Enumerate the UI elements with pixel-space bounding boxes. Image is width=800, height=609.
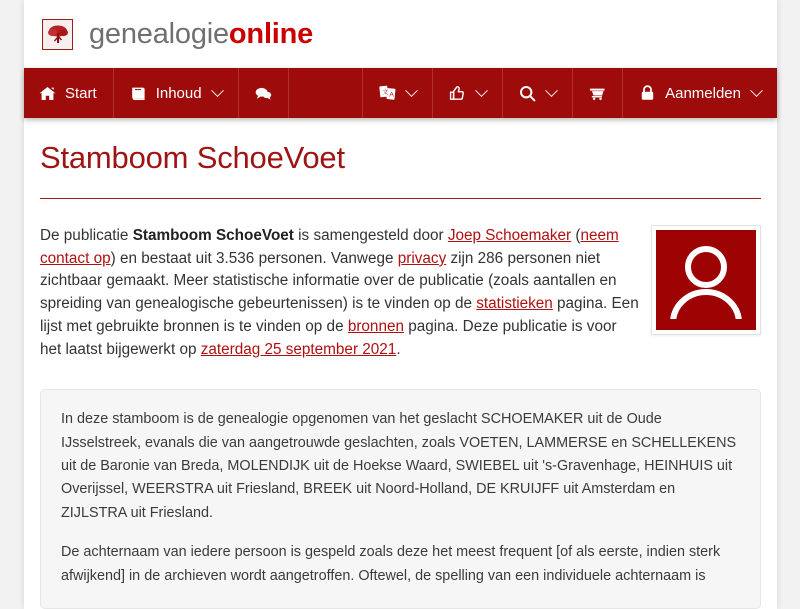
nav-item-messages[interactable]	[239, 68, 289, 118]
page-container	[24, 0, 777, 609]
publication-description-panel	[40, 389, 761, 609]
chevron-down-icon	[405, 84, 418, 97]
home-icon	[39, 85, 56, 102]
thumbs-up-icon	[449, 85, 466, 102]
description-paragraph-2: De achternaam van iedere persoon is gespeld zoals deze het meest frequent [of als eerste, indien sterk afwijkend] in de archieven wordt aangetroffen. Oftewel, de spelling van een individuele achternaam is	[61, 544, 721, 584]
svg-text:A: A	[389, 91, 394, 99]
search-icon	[519, 85, 536, 102]
comment-icon	[255, 85, 272, 102]
nav-label-inhoud: Inhoud	[155, 84, 202, 102]
chevron-down-icon	[211, 84, 224, 97]
shopping-cart-icon	[589, 85, 606, 102]
chevron-down-icon	[750, 84, 763, 97]
translate-icon	[379, 85, 396, 102]
publication-summary-text	[40, 225, 639, 361]
nav-item-aanmelden[interactable]	[623, 68, 777, 118]
main-content	[24, 199, 777, 609]
avatar-frame[interactable]	[651, 225, 761, 335]
main-navigation	[24, 68, 777, 118]
intro-text-8: .	[396, 340, 401, 358]
intro-text-5: zijn 286 personen niet zichtbaar gemaakt. Meer statistische informatie over de publicatie (zoals aantallen en spreiding van genealogische gebeurtenissen) is te vinden op de	[40, 249, 617, 313]
logo-text-primary: genealogie	[89, 17, 229, 50]
nav-item-cart[interactable]	[573, 68, 623, 118]
nav-item-search[interactable]	[503, 68, 573, 118]
nav-item-start[interactable]	[24, 68, 114, 118]
book-icon	[130, 85, 147, 102]
contact-link[interactable]: neem contact op	[40, 227, 619, 267]
tree-icon[interactable]	[42, 19, 73, 50]
page-title: Stamboom SchoeVoet	[40, 140, 345, 175]
nav-item-favorites[interactable]	[433, 68, 503, 118]
privacy-link[interactable]: privacy	[397, 249, 447, 267]
description-paragraph-1: In deze stamboom is de genealogie opgenomen van het geslacht SCHOEMAKER uit de Oude IJsselstreek, evanals die van aangetrouwde geslachten, zoals VOETEN, LAMMERSE en SCHELLEKENS uit de Baronie van Breda, MOLENDIJK uit de Hoekse Waard, SWIEBEL uit 's-Gravenhage, HEINHUIS uit Overijssel, WEERSTRA uit Friesland, BREEK uit Noord-Holland, DE KRUIJFF uit Amsterdam en ZIJLSTRA uit Friesland.	[61, 411, 737, 521]
author-link[interactable]: Joep Schoemaker	[447, 227, 572, 244]
nav-label-aanmelden: Aanmelden	[665, 84, 741, 102]
lock-icon	[639, 85, 656, 102]
intro-text-1: De publicatie	[40, 227, 133, 244]
intro-text-3: (	[571, 227, 581, 244]
logo-text-accent: online	[228, 17, 314, 50]
chevron-down-icon	[475, 84, 488, 97]
intro-text-7: pagina. Deze publicatie is voor het laatst bijgewerkt op	[40, 317, 617, 358]
intro-text-2: is samengesteld door	[293, 227, 448, 244]
intro-text-6: pagina. Een lijst met gebruikte bronnen is te vinden op de	[40, 295, 639, 335]
nav-item-inhoud[interactable]	[114, 68, 239, 118]
publication-intro	[40, 199, 761, 361]
nav-spacer	[289, 68, 364, 118]
nav-label-start: Start	[65, 84, 97, 102]
nav-item-language[interactable]	[363, 68, 433, 118]
user-avatar-icon	[656, 230, 756, 330]
publication-name: Stamboom SchoeVoet	[132, 227, 294, 244]
site-logo-text[interactable]	[89, 18, 313, 51]
site-header	[24, 0, 777, 68]
chevron-down-icon	[545, 84, 558, 97]
page-title-section	[24, 118, 777, 199]
last-updated-link[interactable]: zaterdag 25 september 2021	[200, 340, 397, 358]
svg-text:文: 文	[382, 90, 389, 96]
sources-link[interactable]: bronnen	[347, 317, 404, 335]
statistics-link[interactable]: statistieken	[476, 295, 553, 313]
intro-text-4: ) en bestaat uit 3.536 personen. Vanwege	[110, 249, 398, 267]
